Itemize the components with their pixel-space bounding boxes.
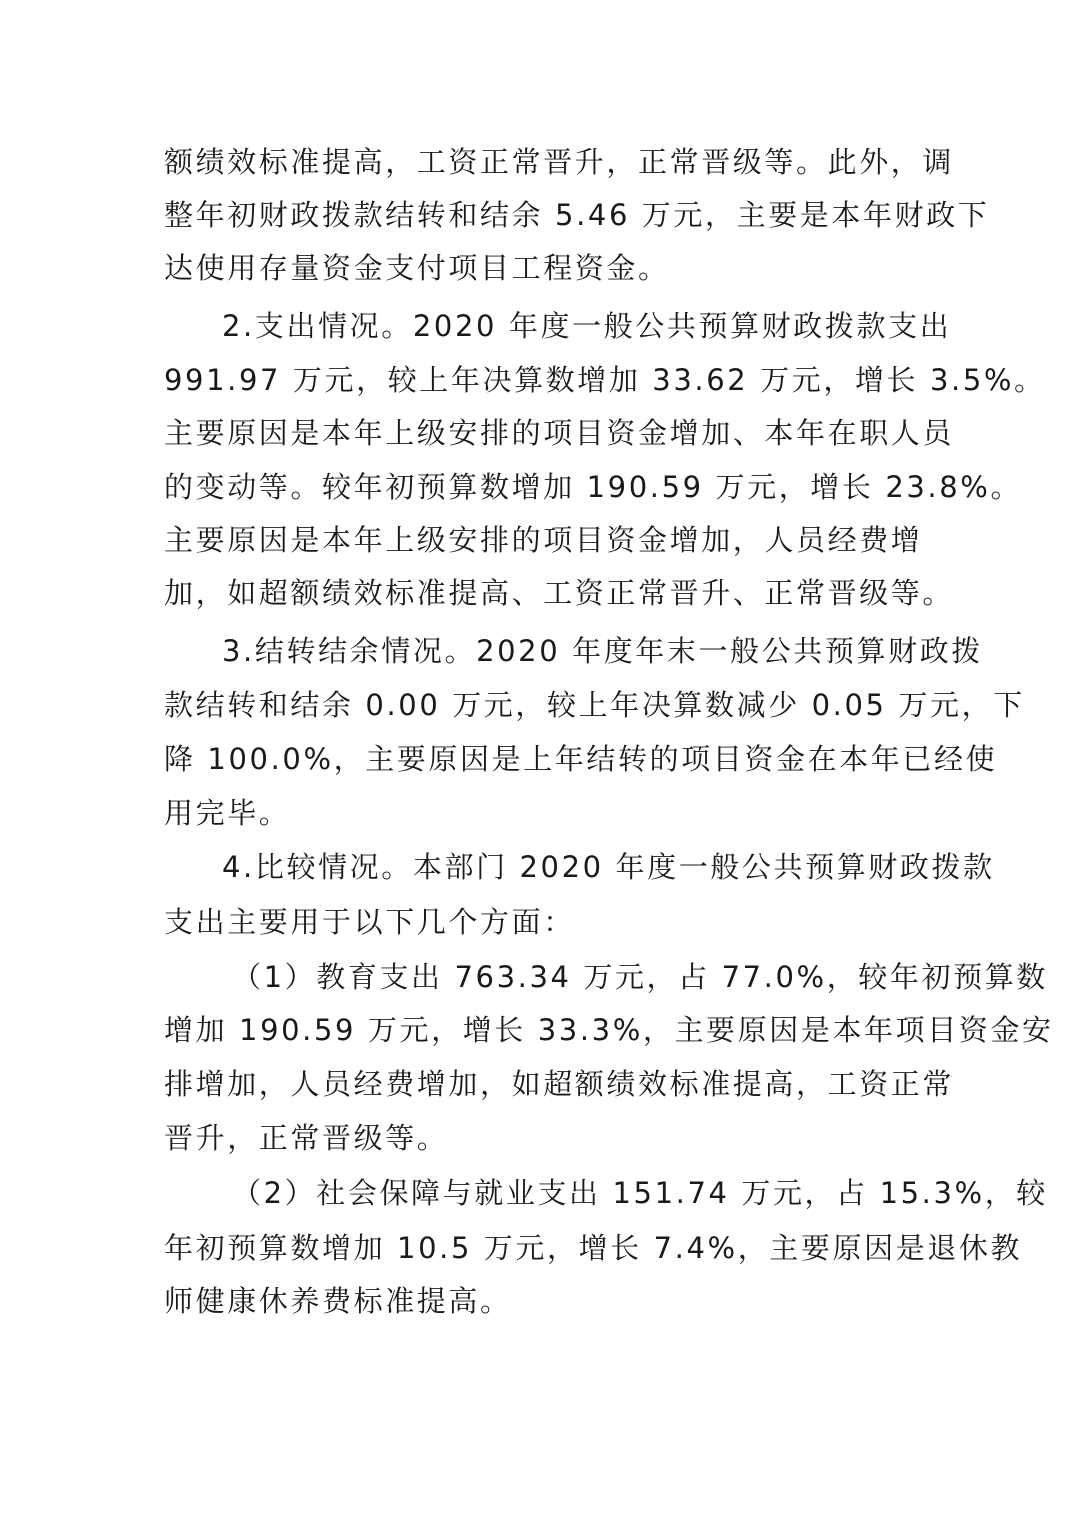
list-item-line: （1）教育支出 763.34 万元，占 77.0%，较年初预算数 <box>232 960 1048 994</box>
text-line: 主要原因是本年上级安排的项目资金增加、本年在职人员 <box>164 416 955 450</box>
section-heading-line: 4.比较情况。本部门 2020 年度一般公共预算财政拨款 <box>222 850 995 884</box>
text-line: 主要原因是本年上级安排的项目资金增加，人员经费增 <box>164 523 923 557</box>
text-line: 晋升，正常晋级等。 <box>164 1121 449 1155</box>
text-line: 991.97 万元，较上年决算数增加 33.62 万元，增长 3.5%。 <box>164 363 1046 397</box>
list-item-line: （2）社会保障与就业支出 151.74 万元，占 15.3%，较 <box>232 1176 1048 1210</box>
text-line: 款结转和结余 0.00 万元，较上年决算数减少 0.05 万元，下 <box>164 688 1025 722</box>
text-line: 支出主要用于以下几个方面： <box>164 905 575 939</box>
text-line: 加，如超额绩效标准提高、工资正常晋升、正常晋级等。 <box>164 576 955 610</box>
text-line: 额绩效标准提高，工资正常晋升，正常晋级等。此外，调 <box>164 145 955 179</box>
text-line: 降 100.0%，主要原因是上年结转的项目资金在本年已经使 <box>164 742 998 776</box>
section-heading-line: 3.结转结余情况。2020 年度年末一般公共预算财政拨 <box>222 634 983 668</box>
text-line: 达使用存量资金支付项目工程资金。 <box>164 251 670 285</box>
text-line: 的变动等。较年初预算数增加 190.59 万元，增长 23.8%。 <box>164 470 1023 504</box>
text-line: 排增加，人员经费增加，如超额绩效标准提高，工资正常 <box>164 1067 955 1101</box>
text-line: 年初预算数增加 10.5 万元，增长 7.4%，主要原因是退休教 <box>164 1231 1023 1265</box>
section-heading-line: 2.支出情况。2020 年度一般公共预算财政拨款支出 <box>222 309 952 343</box>
text-line: 整年初财政拨款结转和结余 5.46 万元，主要是本年财政下 <box>164 198 990 232</box>
text-line: 师健康休养费标准提高。 <box>164 1284 512 1318</box>
text-line: 用完毕。 <box>164 796 291 830</box>
text-line: 增加 190.59 万元，增长 33.3%，主要原因是本年项目资金安 <box>164 1013 1054 1047</box>
